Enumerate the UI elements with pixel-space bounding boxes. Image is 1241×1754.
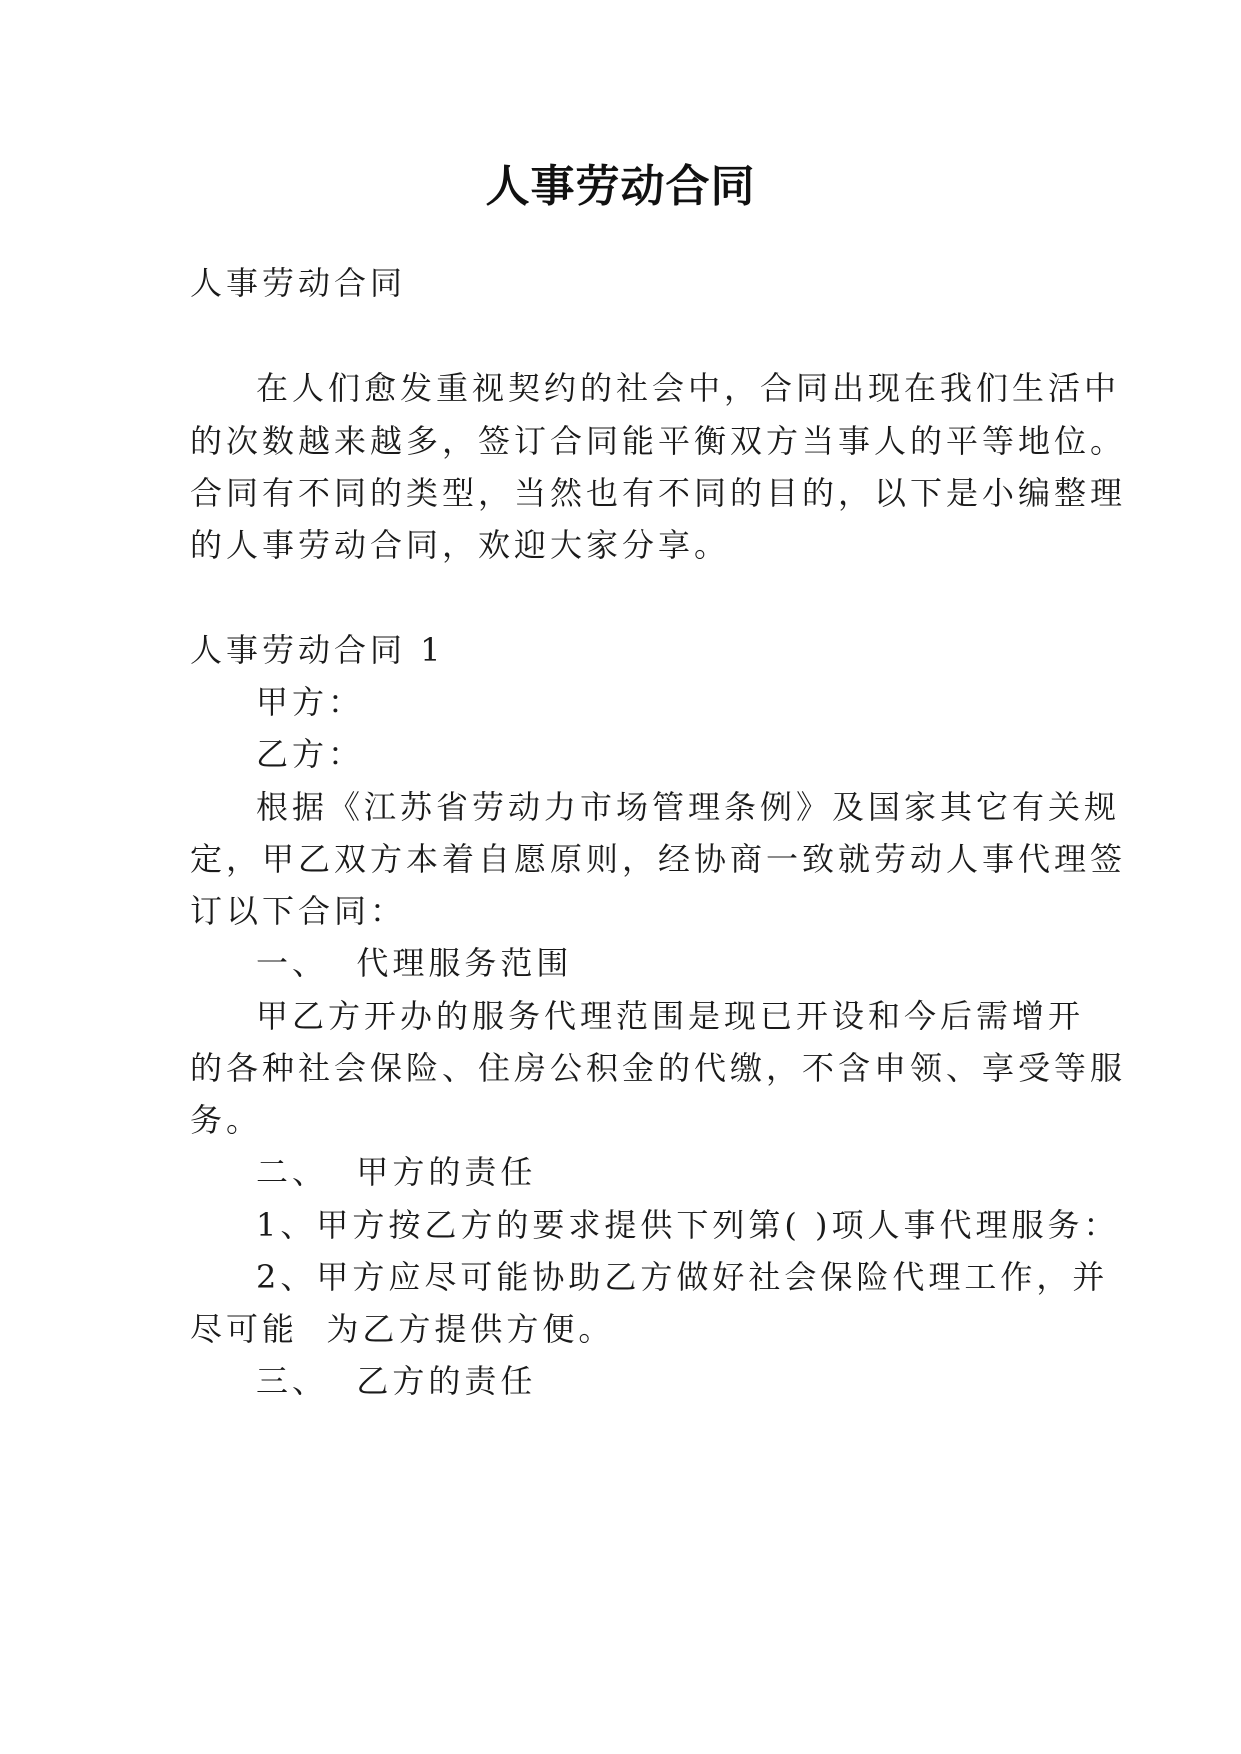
document-subtitle: 人事劳动合同 xyxy=(190,264,407,302)
intro-line-1: 在人们愈发重视契约的社会中，合同出现在我们生活中 xyxy=(256,369,1121,407)
section-title: 人事劳动合同 1 xyxy=(190,631,445,669)
heading-2: 二、 甲方的责任 xyxy=(256,1153,537,1191)
basis-line-3: 订以下合同： xyxy=(190,892,407,930)
responsibility-1: 1、甲方按乙方的要求提供下列第( )项人事代理服务： xyxy=(256,1206,1120,1244)
responsibility-2-line-1: 2、甲方应尽可能协助乙方做好社会保险代理工作，并 xyxy=(256,1258,1109,1296)
responsibility-2-line-2: 尽可能 为乙方提供方便。 xyxy=(190,1310,615,1348)
intro-line-4: 的人事劳动合同，欢迎大家分享。 xyxy=(190,526,731,564)
document-title: 人事劳动合同 xyxy=(485,161,756,212)
basis-line-2: 定，甲乙双方本着自愿原则，经协商一致就劳动人事代理签 xyxy=(190,840,1127,878)
intro-line-3: 合同有不同的类型，当然也有不同的目的，以下是小编整理 xyxy=(190,474,1127,512)
scope-line-1: 甲乙方开办的服务代理范围是现已开设和今后需增开 xyxy=(256,997,1085,1035)
heading-3: 三、 乙方的责任 xyxy=(256,1362,537,1400)
scope-line-3: 务。 xyxy=(190,1101,263,1139)
heading-1: 一、 代理服务范围 xyxy=(256,944,573,982)
basis-line-1: 根据《江苏省劳动力市场管理条例》及国家其它有关规 xyxy=(256,788,1121,826)
intro-line-2: 的次数越来越多，签订合同能平衡双方当事人的平等地位。 xyxy=(190,422,1127,460)
scope-line-2: 的各种社会保险、住房公积金的代缴，不含申领、享受等服 xyxy=(190,1049,1127,1087)
party-b: 乙方： xyxy=(256,735,365,773)
party-a: 甲方： xyxy=(256,683,365,721)
